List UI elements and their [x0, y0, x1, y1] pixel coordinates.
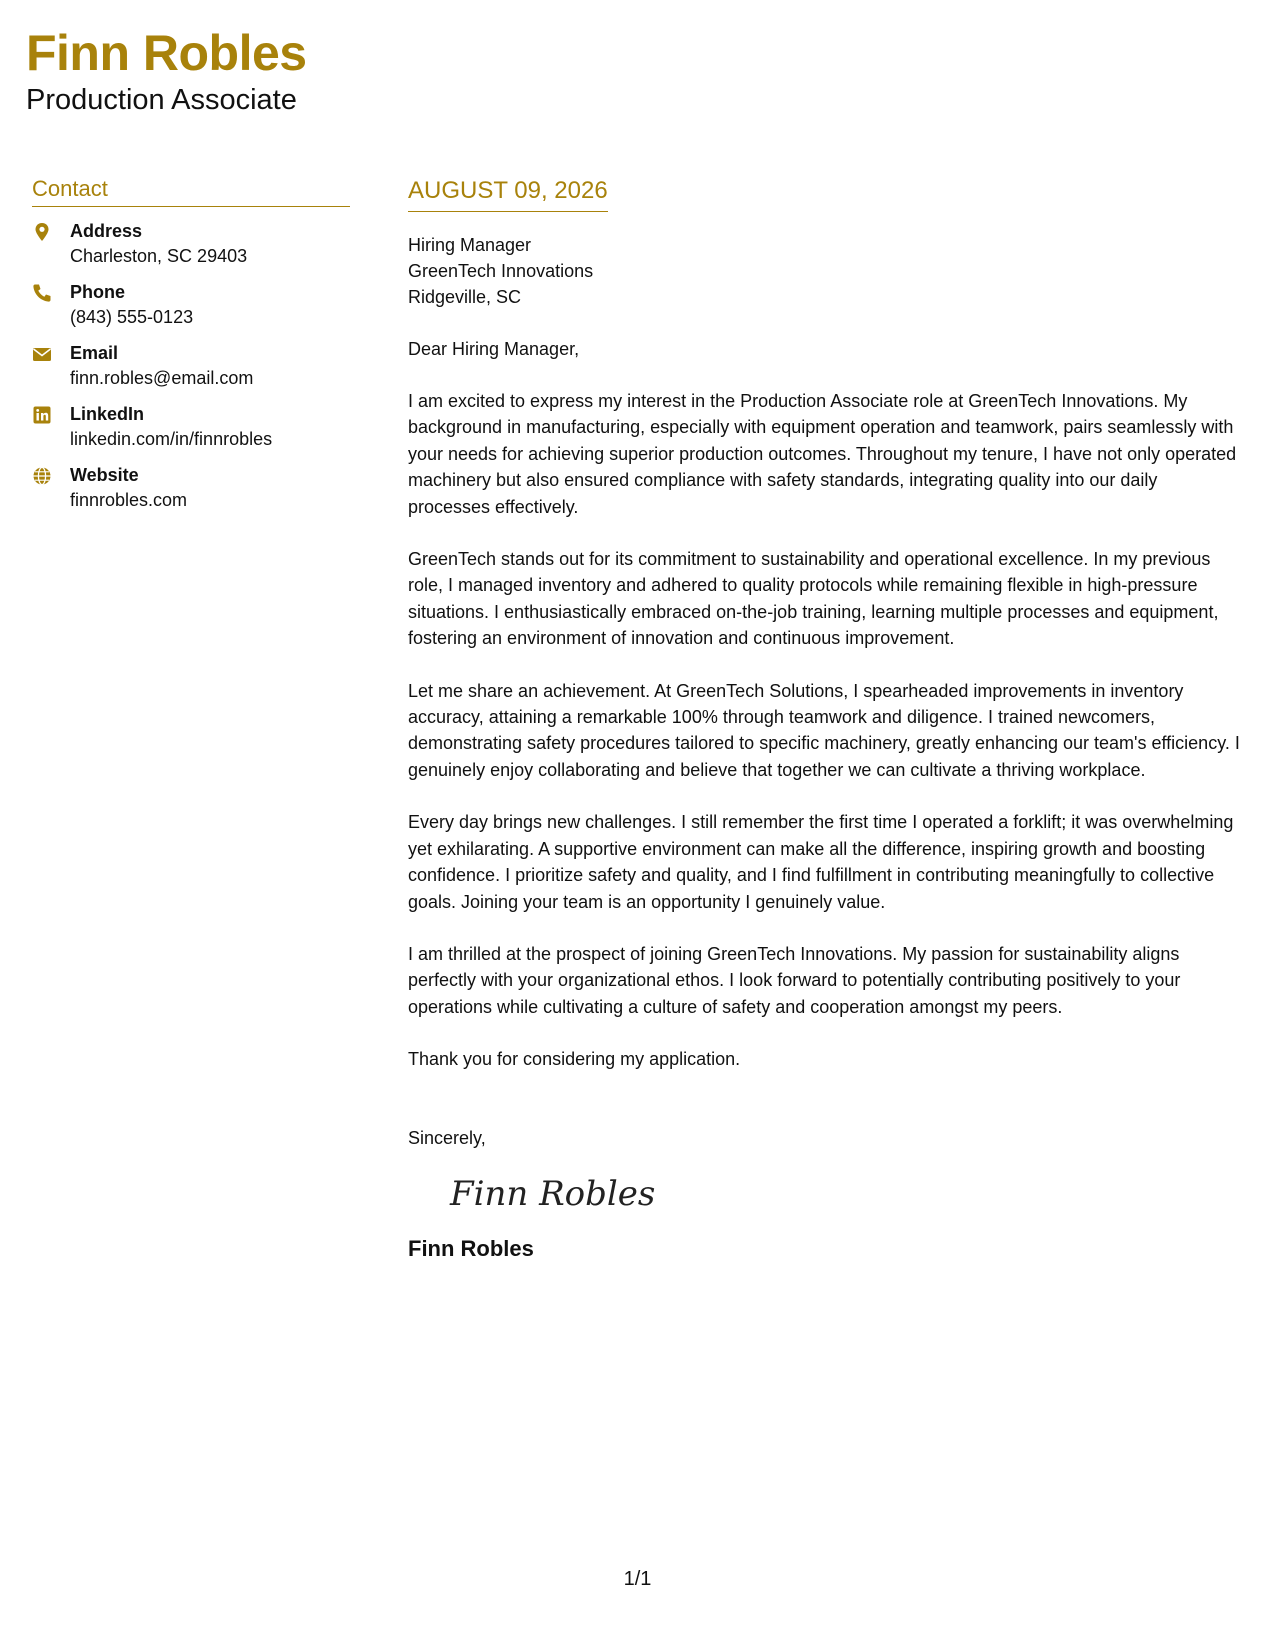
body-paragraph: Thank you for considering my application. — [408, 1049, 741, 1070]
body-paragraph: Every day brings new challenges. I still remember the first time I operated a forklift; it was overwhelming yet exhilarating. A supportive environment can make all the difference, inspiring growth and boosting confidence. I prioritize safety and quality, and I find fulfillment in contributing meaningfully to collective goals. Joining your team is an opportunity I genuinely value. — [408, 812, 1234, 912]
contact-item-email — [32, 341, 350, 391]
signer-name: Finn Robles — [408, 1235, 534, 1261]
contact-value: linkedin.com/in/finnrobles — [70, 429, 273, 449]
letter-date: AUGUST 09, 2026 — [408, 176, 608, 212]
recipient-line: GreenTech Innovations — [408, 261, 594, 281]
contact-value: (843) 555-0123 — [70, 307, 194, 327]
body-paragraph: I am thrilled at the prospect of joining GreenTech Innovations. My passion for sustainability aligns perfectly with your organizational ethos. I look forward to potentially contributing positively to your operations while cultivating a culture of safety and cooperation amongst my peers. — [408, 943, 1181, 1017]
applicant-title: Production Associate — [26, 84, 297, 116]
contact-value: finnrobles.com — [70, 490, 188, 510]
recipient-line: Hiring Manager — [408, 235, 532, 255]
applicant-name: Finn Robles — [26, 25, 307, 81]
globe-icon — [32, 463, 70, 486]
body-paragraph: GreenTech stands out for its commitment to sustainability and operational excellence. In my previous role, I managed inventory and adhered to quality protocols while remaining flexible in high-pressure situations. I enthusiastically embraced on-the-job training, learning multiple processes and equipment, fostering an environment of innovation and continuous improvement. — [408, 549, 1219, 649]
contact-label: LinkedIn — [70, 404, 145, 424]
salutation: Dear Hiring Manager, — [408, 339, 580, 359]
contact-sidebar — [32, 176, 350, 524]
linkedin-icon — [32, 402, 70, 425]
contact-label: Email — [70, 343, 119, 363]
envelope-icon — [32, 341, 70, 364]
contact-list — [32, 219, 350, 513]
closing: Sincerely, — [408, 1127, 486, 1148]
recipient-block — [408, 232, 1243, 310]
contact-item-phone — [32, 280, 350, 330]
recipient-line: Ridgeville, SC — [408, 287, 522, 307]
contact-label: Phone — [70, 282, 126, 302]
body-paragraph: Let me share an achievement. At GreenTech Solutions, I spearheaded improvements in inventory accuracy, attaining a remarkable 100% through teamwork and diligence. I trained newcomers, demonstrating safety procedures tailored to specific machinery, greatly enhancing our team's efficiency. I genuinely enjoy collaborating and believe that together we can cultivate a thriving workplace. — [408, 680, 1240, 780]
page-number: 1/1 — [623, 1568, 652, 1590]
contact-item-address — [32, 219, 350, 269]
contact-label: Address — [70, 221, 143, 241]
body-paragraph: I am excited to express my interest in the Production Associate role at GreenTech Innovations. My background in manufacturing, especially with equipment operation and teamwork, pairs seamlessly with your needs for achieving superior production outcomes. Throughout my tenure, I have not only operated machinery but also ensured compliance with safety standards, integrating quality into our daily processes effectively. — [408, 391, 1237, 517]
letter-body — [408, 176, 1243, 1263]
contact-value: Charleston, SC 29403 — [70, 246, 248, 266]
map-pin-icon — [32, 219, 70, 242]
contact-item-linkedin — [32, 402, 350, 452]
handwritten-signature: Finn Robles — [450, 1173, 656, 1214]
contact-item-website — [32, 463, 350, 513]
contact-label: Website — [70, 465, 139, 485]
contact-heading: Contact — [32, 176, 350, 207]
contact-value: finn.robles@email.com — [70, 368, 254, 388]
letter-header — [26, 24, 307, 118]
phone-icon — [32, 280, 70, 303]
